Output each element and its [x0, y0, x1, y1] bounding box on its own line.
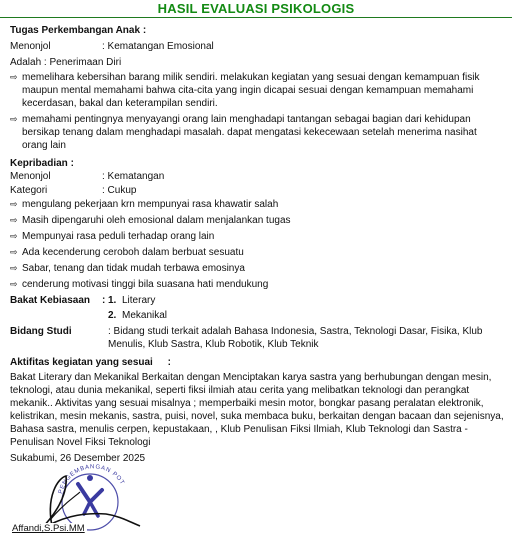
aktifitas-text: Bakat Literary dan Mekanikal Berkaitan dengan Menciptakan karya sastra yang berhubungan dengan mesin, teknologi, atau dunia mekanikal, seperti fiksi ilmiah atau cerita yang melibatkan teknologi dan perangkat mekanik.. Aktivitas yang sesuai misalnya ; memperbaiki mesin motor, bongkar pasang peralatan elektronik, kelistrikan, mesin mekanis, sastra, puisi, novel, suka membaca buku, berkaitan dengan bacaan dan sejenisnya, Bahasa sastra, menulis cerpen, kepustakaan, , Klub Penulisan Fiksi Ilmiah, Klub Teknologi dan Sastra - Penulisan Novel Fiksi Teknologi [10, 372, 504, 448]
list-item: 1. Literary [108, 295, 156, 306]
tugas-adalah: Adalah : Penerimaan Diri [10, 57, 122, 68]
list-item: ⇨ cenderung motivasi tinggi bila suasana hati mendukung [10, 279, 269, 290]
kepribadian-kategori-label: Kategori [10, 185, 48, 196]
tugas-menonjol-row [10, 40, 505, 54]
kepribadian-bullet-list [10, 198, 505, 291]
arrow-right-icon: ⇨ [10, 199, 18, 209]
document-body [10, 24, 505, 466]
bakat-list [108, 294, 505, 324]
list-item: ⇨ memelihara kebersihan barang milik sendiri. melakukan kegiatan yang sesuai dengan kemampuan fisik maupun mental memahami bahwa cita-cita yang ingin dicapai sesuai dengan kemampuan memahami kecerdasan, bakal dan keterampilan sendiri. [10, 72, 480, 109]
kepribadian-kategori-value: : Cukup [102, 185, 137, 196]
arrow-right-icon: ⇨ [10, 114, 18, 124]
list-item: ⇨ Ada kecenderung ceroboh dalam berbuat sesuatu [10, 247, 244, 258]
bidang-label: Bidang Studi [10, 326, 72, 337]
kepribadian-menonjol-value: : Kematangan [102, 171, 165, 182]
tugas-menonjol-label: Menonjol [10, 41, 51, 52]
kepribadian-menonjol-row [10, 170, 505, 184]
list-item: 2. Mekanikal [108, 310, 168, 321]
arrow-right-icon: ⇨ [10, 72, 18, 82]
bidang-value: : Bidang studi terkait adalah Bahasa Indonesia, Sastra, Teknologi Dasar, Fisika, Klub Menulis, Klub Sastra, Klub Robotik, Klub Teknik [108, 326, 483, 350]
kepribadian-heading: Kepribadian : [10, 158, 74, 169]
signer-name: Affandi,S.Psi.MM [12, 523, 85, 534]
list-item: ⇨ Mempunyai rasa peduli terhadap orang lain [10, 231, 215, 242]
tugas-bullet-list [10, 71, 505, 152]
list-item: ⇨ mengulang pekerjaan krn mempunyai rasa khawatir salah [10, 199, 279, 210]
arrow-right-icon: ⇨ [10, 231, 18, 241]
list-item: ⇨ memahami pentingnya menyayangi orang lain menghadapi tantangan sebagai bagian dari kehidupan bersikap tenang dalam menghadapi masalah. dapat mengatasi kekecewaan setelah menerima nasihat orang lain [10, 114, 477, 151]
stamp-text: PENGEMBANGAN POT [58, 464, 126, 495]
aktifitas-heading: Aktifitas kegiatan yang sesuai [10, 357, 153, 368]
arrow-right-icon: ⇨ [10, 279, 18, 289]
aktifitas-heading-row [10, 356, 505, 369]
tugas-heading: Tugas Perkembangan Anak : [10, 25, 147, 36]
bakat-row [10, 294, 505, 324]
list-item: ⇨ Masih dipengaruhi oleh emosional dalam menjalankan tugas [10, 215, 291, 226]
kepribadian-menonjol-label: Menonjol [10, 171, 51, 182]
aktifitas-colon: : [167, 357, 171, 368]
bakat-label: Bakat Kebiasaan [10, 295, 91, 306]
document-date: Sukabumi, 26 Desember 2025 [10, 453, 146, 464]
arrow-right-icon: ⇨ [10, 215, 18, 225]
list-item: ⇨ Sabar, tenang dan tidak mudah terbawa emosinya [10, 263, 245, 274]
signature-block [10, 456, 180, 546]
arrow-right-icon: ⇨ [10, 263, 18, 273]
page-title: HASIL EVALUASI PSIKOLOGIS [0, 0, 512, 18]
bakat-colon: : [102, 295, 106, 306]
kepribadian-kategori-row [10, 184, 505, 198]
bidang-row [10, 325, 505, 351]
tugas-menonjol-value: : Kematangan Emosional [102, 41, 214, 52]
arrow-right-icon: ⇨ [10, 247, 18, 257]
